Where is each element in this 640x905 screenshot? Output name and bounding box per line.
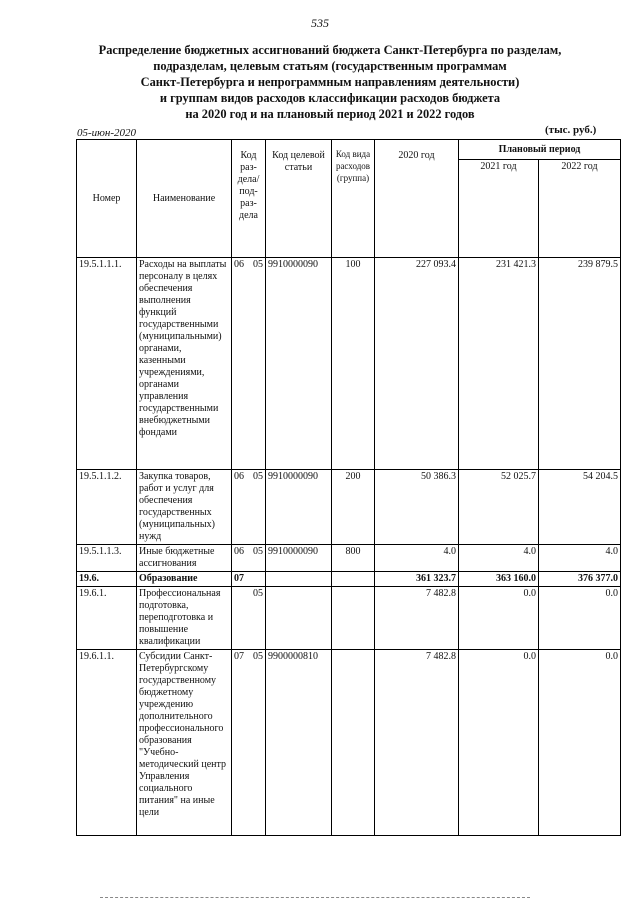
row-target-code: 9910000090	[266, 258, 332, 470]
row-value-2020: 50 386.3	[375, 470, 459, 545]
row-value-2021: 52 025.7	[459, 470, 539, 545]
row-target-code	[266, 572, 332, 587]
row-value-2022: 0.0	[539, 587, 621, 650]
row-subsection: 05	[248, 650, 266, 836]
table-row	[77, 545, 621, 572]
row-section: 07	[232, 650, 248, 836]
row-expense-group	[332, 587, 375, 650]
row-value-2022: 239 879.5	[539, 258, 621, 470]
document-date: 05-июн-2020	[77, 127, 137, 139]
row-number: 19.6.1.1.	[77, 650, 137, 836]
row-name: Расходы на выплаты персоналу в целях обеспечения выполнения функций государственными (муниципальными) органами, казенными учреждениями, органами управления государственными внебюджетными фондами	[137, 258, 232, 470]
title-line: Распределение бюджетных ассигнований бюджета Санкт-Петербурга по разделам,	[98, 43, 562, 57]
row-target-code: 9910000090	[266, 470, 332, 545]
header-2020: 2020 год	[375, 140, 459, 258]
row-value-2020: 7 482.8	[375, 650, 459, 836]
row-value-2021: 0.0	[459, 587, 539, 650]
title-line: и группам видов расходов классификации расходов бюджета	[159, 91, 501, 105]
row-expense-group: 800	[332, 545, 375, 572]
row-name: Закупка товаров, работ и услуг для обеспечения государственных (муниципальных) нужд	[137, 470, 232, 545]
table-row	[77, 572, 621, 587]
row-value-2020: 7 482.8	[375, 587, 459, 650]
table-row	[77, 258, 621, 470]
title-line: на 2020 год и на плановый период 2021 и 2022 годов	[185, 107, 475, 121]
table-row	[77, 470, 621, 545]
row-number: 19.5.1.1.3.	[77, 545, 137, 572]
header-2021: 2021 год	[459, 160, 539, 258]
row-subsection: 05	[248, 258, 266, 470]
title-line: Санкт-Петербурга и непрограммным направлениям деятельности)	[140, 75, 520, 89]
table-row	[77, 650, 621, 836]
header-number: Номер	[77, 140, 137, 258]
row-name: Профессиональная подготовка, переподготовка и повышение квалификации	[137, 587, 232, 650]
row-number: 19.5.1.1.2.	[77, 470, 137, 545]
row-value-2022: 4.0	[539, 545, 621, 572]
row-section: 06	[232, 545, 248, 572]
row-value-2022: 376 377.0	[539, 572, 621, 587]
row-value-2021: 231 421.3	[459, 258, 539, 470]
row-value-2022: 0.0	[539, 650, 621, 836]
title-line: подразделам, целевым статьям (государственным программам	[153, 59, 507, 73]
row-number: 19.6.	[77, 572, 137, 587]
row-expense-group	[332, 572, 375, 587]
row-section: 07	[232, 572, 248, 587]
table-row	[77, 587, 621, 650]
row-value-2021: 4.0	[459, 545, 539, 572]
header-section: Код раз-дела/ под-раз-дела	[232, 140, 266, 258]
row-subsection: 05	[248, 470, 266, 545]
row-value-2020: 4.0	[375, 545, 459, 572]
row-section	[232, 587, 248, 650]
row-section: 06	[232, 258, 248, 470]
row-number: 19.5.1.1.1.	[77, 258, 137, 470]
row-value-2020: 227 093.4	[375, 258, 459, 470]
header-name: Наименование	[137, 140, 232, 258]
row-name: Образование	[137, 572, 232, 587]
row-value-2020: 361 323.7	[375, 572, 459, 587]
row-value-2021: 363 160.0	[459, 572, 539, 587]
row-expense-group: 200	[332, 470, 375, 545]
row-subsection	[248, 572, 266, 587]
units-label: (тыс. руб.)	[545, 124, 597, 136]
row-target-code	[266, 587, 332, 650]
document-title	[60, 42, 600, 122]
row-target-code: 9900000810	[266, 650, 332, 836]
header-2022: 2022 год	[539, 160, 621, 258]
page-number: 535	[311, 16, 329, 30]
header-target: Код целевой статьи	[266, 140, 332, 258]
row-value-2021: 0.0	[459, 650, 539, 836]
row-number: 19.6.1.	[77, 587, 137, 650]
row-expense-group: 100	[332, 258, 375, 470]
budget-table	[76, 139, 621, 836]
header-planned-period: Плановый период	[459, 140, 621, 160]
row-value-2022: 54 204.5	[539, 470, 621, 545]
row-section: 06	[232, 470, 248, 545]
row-name: Иные бюджетные ассигнования	[137, 545, 232, 572]
header-expense-type: Код вида расходов (группа)	[332, 140, 375, 258]
row-subsection: 05	[248, 587, 266, 650]
footer-scan-line	[100, 897, 530, 899]
row-name: Субсидии Санкт-Петербургскому государственному бюджетному учреждению дополнительного профессионального образования "Учебно-методический центр Управления социального питания" на иные цели	[137, 650, 232, 836]
row-target-code: 9910000090	[266, 545, 332, 572]
row-expense-group	[332, 650, 375, 836]
row-subsection: 05	[248, 545, 266, 572]
